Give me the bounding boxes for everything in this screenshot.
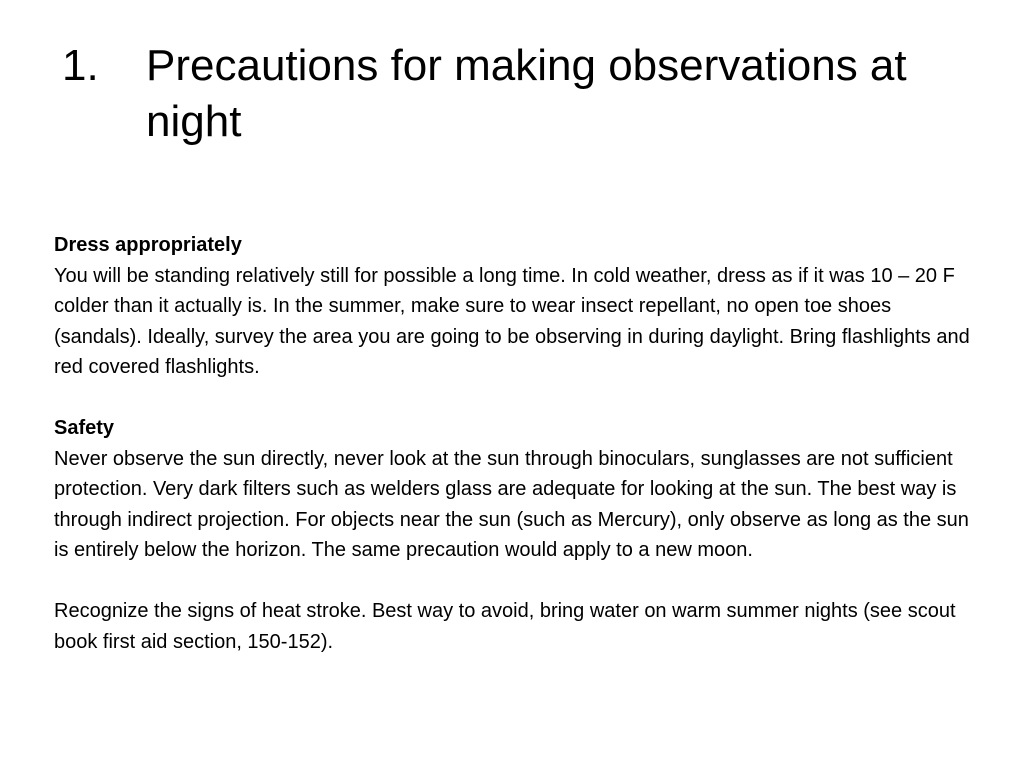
paragraph-gap — [54, 383, 984, 414]
section-text-safety: Never observe the sun directly, never look at the sun through binoculars, sunglasses are not sufficient protection. Very dark filters such as welders glass are adequate for looking at the sun. The best way is through indirect projection. For objects near the sun (such as Mercury), only observe as long as the sun is entirely below the horizon. The same precaution would apply to a new moon. — [54, 447, 969, 561]
title-text: Precautions for making observations at night — [146, 41, 907, 146]
slide-body — [54, 230, 984, 657]
section-text-heat-stroke: Recognize the signs of heat stroke. Best way to avoid, bring water on warm summer nights (see scout book first aid section, 150-152). — [54, 600, 956, 653]
section-text-dress: You will be standing relatively still for possible a long time. In cold weather, dress as if it was 10 – 20 F colder than it actually is. In the summer, make sure to wear insect repellant, no open toe shoes (sandals). Ideally, survey the area you are going to be observing in during daylight. Bring flashlights and red covered flashlights. — [54, 264, 970, 378]
paragraph-gap — [54, 566, 984, 597]
section-heading-safety: Safety — [54, 417, 115, 439]
slide-title — [62, 38, 982, 150]
title-number: 1. — [62, 41, 99, 90]
section-heading-dress: Dress appropriately — [54, 234, 242, 256]
